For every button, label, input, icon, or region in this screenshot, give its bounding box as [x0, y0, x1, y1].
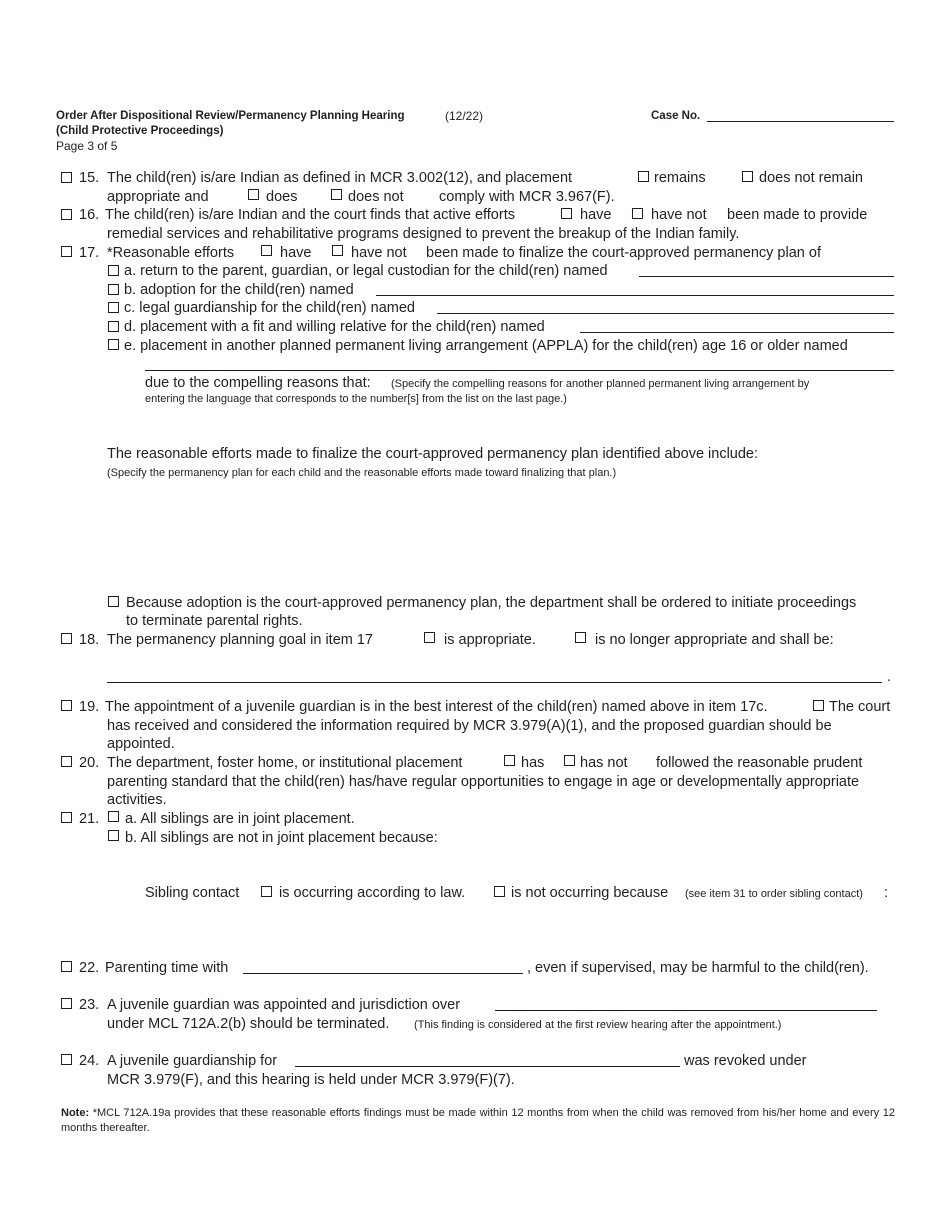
item-16-text: The child(ren) is/are Indian and the court finds that active efforts: [105, 207, 515, 223]
item-17e-checkbox[interactable]: [108, 339, 119, 350]
item-16-text-3: remedial services and rehabilitative programs designed to prevent the breakup of the Indian family.: [107, 226, 740, 242]
item-17-number: 17.: [79, 245, 100, 261]
item-17b-checkbox[interactable]: [108, 284, 119, 295]
item-16-have-not-checkbox[interactable]: [632, 208, 643, 219]
item-18-checkbox[interactable]: [61, 633, 72, 644]
item-17-adoption-checkbox[interactable]: [108, 596, 119, 607]
item-16-have-label: have: [580, 207, 612, 223]
item-23-text-2: under MCL 712A.2(b) should be terminated.: [107, 1016, 390, 1032]
item-19-checkbox[interactable]: [61, 700, 72, 711]
item-15-checkbox[interactable]: [61, 172, 72, 183]
item-20-checkbox[interactable]: [61, 756, 72, 767]
sibling-contact-label: Sibling contact: [145, 885, 240, 901]
item-18-period: .: [887, 669, 892, 685]
item-17d-checkbox[interactable]: [108, 321, 119, 332]
sibling-contact-occurring-checkbox[interactable]: [261, 886, 272, 897]
item-21-checkbox[interactable]: [61, 812, 72, 823]
footnote-text: *MCL 712A.19a provides that these reasonable efforts findings must be made within 12 months from when the child was removed from his/her home and every 12 months thereafter.: [61, 1107, 895, 1134]
item-16-number: 16.: [79, 207, 100, 223]
item-15-remains-label: remains: [654, 170, 706, 186]
sibling-contact-note: (see item 31 to order sibling contact): [685, 888, 863, 900]
reasonable-efforts-note: (Specify the permanency plan for each child and the reasonable efforts made toward finalizing that plan.): [107, 467, 617, 479]
item-20-number: 20.: [79, 755, 100, 771]
item-20-has-checkbox[interactable]: [504, 755, 515, 766]
item-18-not-appropriate-label: is no longer appropriate and shall be:: [595, 632, 834, 648]
sibling-contact-not-occurring-label: is not occurring because: [511, 885, 669, 901]
item-20-text: The department, foster home, or institutional placement: [107, 755, 463, 771]
item-16-checkbox[interactable]: [61, 209, 72, 220]
item-17-have-not-checkbox[interactable]: [332, 245, 343, 256]
item-17b-field[interactable]: [376, 295, 894, 296]
item-17d-field[interactable]: [580, 332, 894, 333]
item-18-goal-field[interactable]: [107, 682, 882, 683]
item-19-text: The appointment of a juvenile guardian is in the best interest of the child(ren) named above in item 17c.: [105, 699, 768, 715]
item-17e-field[interactable]: [145, 370, 894, 371]
item-20-has-not-label: has not: [580, 755, 628, 771]
item-18-appropriate-label: is appropriate.: [444, 632, 536, 648]
item-17a-text: a. return to the parent, guardian, or legal custodian for the child(ren) named: [124, 263, 608, 279]
item-21b-checkbox[interactable]: [108, 830, 119, 841]
item-19-court-label: The court: [829, 699, 891, 715]
item-20-has-label: has: [521, 755, 545, 771]
item-19-text-2: has received and considered the information required by MCR 3.979(A)(1), and the proposed guardian should be: [107, 718, 832, 734]
footnote-label: Note:: [61, 1107, 90, 1119]
form-title: Order After Dispositional Review/Permanency Planning Hearing: [56, 110, 405, 122]
footnote: [61, 1106, 895, 1136]
item-15-not-remain-label: does not remain: [759, 170, 863, 186]
item-15-text-2: appropriate and: [107, 189, 209, 205]
item-20-text-4: activities.: [107, 792, 167, 808]
item-17-adoption-text-2: to terminate parental rights.: [126, 613, 303, 629]
item-15-does-not-checkbox[interactable]: [331, 189, 342, 200]
item-17-have-not-label: have not: [351, 245, 407, 261]
item-23-checkbox[interactable]: [61, 998, 72, 1009]
item-21a-text: a. All siblings are in joint placement.: [125, 811, 355, 827]
compelling-reasons-note-2: entering the language that corresponds to the number[s] from the list on the last page.): [145, 393, 567, 405]
item-19-court-checkbox[interactable]: [813, 700, 824, 711]
sibling-contact-not-occurring-checkbox[interactable]: [494, 886, 505, 897]
item-23-text: A juvenile guardian was appointed and jurisdiction over: [107, 997, 461, 1013]
item-15-text-3: comply with MCR 3.967(F).: [439, 189, 615, 205]
item-18-text: The permanency planning goal in item 17: [107, 632, 373, 648]
item-23-field[interactable]: [495, 1010, 877, 1011]
item-22-field[interactable]: [243, 973, 523, 974]
item-17d-text: d. placement with a fit and willing relative for the child(ren) named: [124, 319, 545, 335]
item-20-text-3: parenting standard that the child(ren) has/have regular opportunities to engage in age or developmentally appropriate: [107, 774, 860, 790]
item-17c-checkbox[interactable]: [108, 302, 119, 313]
item-15-number: 15.: [79, 170, 100, 186]
compelling-reasons-label: due to the compelling reasons that:: [145, 375, 371, 391]
item-17a-field[interactable]: [639, 276, 894, 277]
form-version: (12/22): [445, 109, 484, 123]
item-21-number: 21.: [79, 811, 100, 827]
sibling-contact-occurring-label: is occurring according to law.: [279, 885, 466, 901]
case-number-label: Case No.: [651, 110, 701, 122]
item-21a-checkbox[interactable]: [108, 811, 119, 822]
item-24-text-3: MCR 3.979(F), and this hearing is held under MCR 3.979(F)(7).: [107, 1072, 515, 1088]
item-17-have-checkbox[interactable]: [261, 245, 272, 256]
item-22-checkbox[interactable]: [61, 961, 72, 972]
sibling-contact-colon: :: [884, 885, 889, 901]
item-18-appropriate-checkbox[interactable]: [424, 632, 435, 643]
item-22-text-2: , even if supervised, may be harmful to the child(ren).: [527, 960, 869, 976]
item-19-number: 19.: [79, 699, 100, 715]
compelling-reasons-note-1: (Specify the compelling reasons for another planned permanent living arrangement by: [391, 378, 810, 390]
item-15-does-checkbox[interactable]: [248, 189, 259, 200]
reasonable-efforts-text: The reasonable efforts made to finalize the court-approved permanency plan identified above include:: [107, 446, 759, 462]
item-16-have-not-label: have not: [651, 207, 707, 223]
case-number-field[interactable]: [707, 121, 894, 122]
item-22-number: 22.: [79, 960, 100, 976]
item-15-not-remain-checkbox[interactable]: [742, 171, 753, 182]
item-17c-text: c. legal guardianship for the child(ren) named: [124, 300, 415, 316]
item-15-text: The child(ren) is/are Indian as defined in MCR 3.002(12), and placement: [107, 170, 573, 186]
item-22-text: Parenting time with: [105, 960, 229, 976]
form-subtitle: (Child Protective Proceedings): [56, 125, 224, 137]
item-17b-text: b. adoption for the child(ren) named: [124, 282, 354, 298]
item-17-checkbox[interactable]: [61, 246, 72, 257]
item-24-checkbox[interactable]: [61, 1054, 72, 1065]
item-15-does-not-label: does not: [348, 189, 404, 205]
page-number: Page 3 of 5: [56, 139, 118, 153]
item-16-text-2: been made to provide: [727, 207, 868, 223]
item-16-have-checkbox[interactable]: [561, 208, 572, 219]
item-24-field[interactable]: [295, 1066, 680, 1067]
item-18-not-appropriate-checkbox[interactable]: [575, 632, 586, 643]
item-17e-text: e. placement in another planned permanent living arrangement (APPLA) for the child(ren) age 16 or older named: [124, 338, 848, 354]
item-17a-checkbox[interactable]: [108, 265, 119, 276]
item-17-adoption-text: Because adoption is the court-approved permanency plan, the department shall be ordered to initiate proceedings: [126, 595, 857, 611]
item-23-note: (This finding is considered at the first review hearing after the appointment.): [414, 1019, 782, 1031]
item-20-has-not-checkbox[interactable]: [564, 755, 575, 766]
item-24-text: A juvenile guardianship for: [107, 1053, 278, 1069]
item-17-have-label: have: [280, 245, 312, 261]
item-19-text-3: appointed.: [107, 736, 175, 752]
item-15-does-label: does: [266, 189, 298, 205]
item-18-number: 18.: [79, 632, 100, 648]
item-20-text-2: followed the reasonable prudent: [656, 755, 863, 771]
item-17-text-2: been made to finalize the court-approved permanency plan of: [426, 245, 821, 261]
item-15-remains-checkbox[interactable]: [638, 171, 649, 182]
item-23-number: 23.: [79, 997, 100, 1013]
item-17c-field[interactable]: [437, 313, 894, 314]
item-24-number: 24.: [79, 1053, 100, 1069]
item-24-text-2: was revoked under: [684, 1053, 807, 1069]
item-21b-text: b. All siblings are not in joint placement because:: [125, 830, 438, 846]
item-17-text: *Reasonable efforts: [107, 245, 235, 261]
